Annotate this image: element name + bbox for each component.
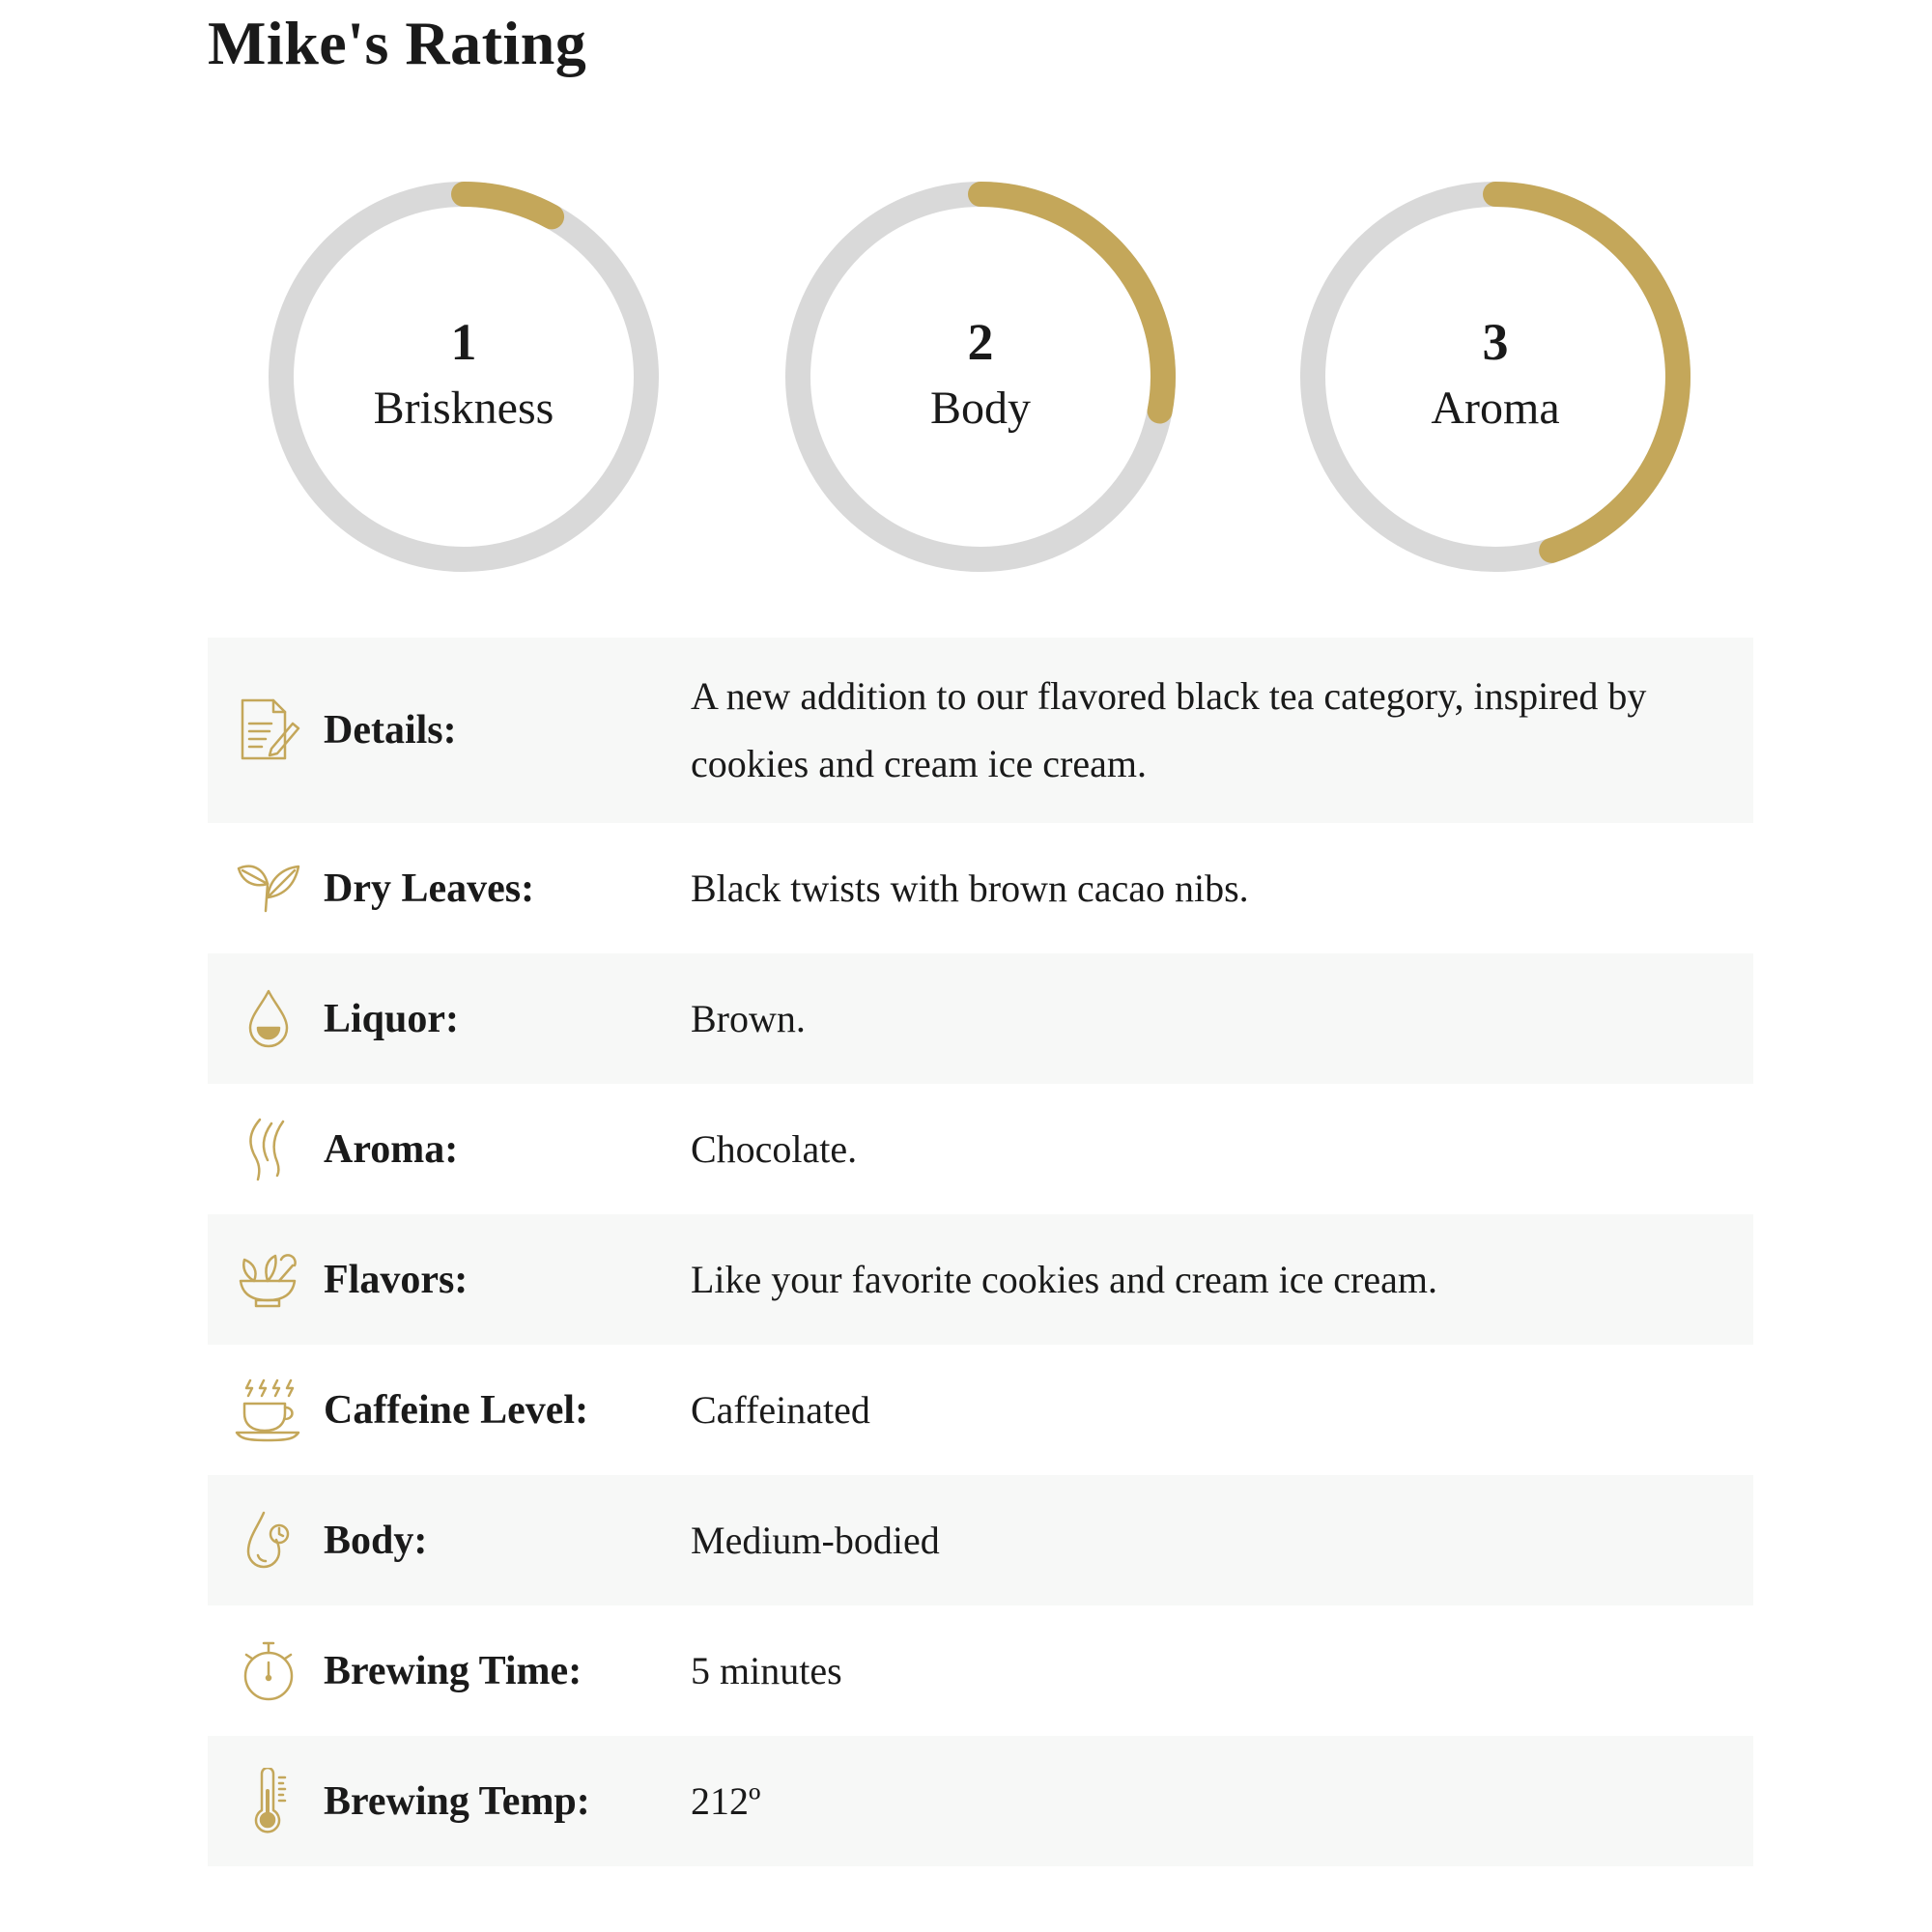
leaves-icon — [235, 855, 302, 923]
rating-ring — [266, 179, 662, 575]
details-row — [208, 823, 1753, 953]
detail-value: 5 minutes — [691, 1648, 842, 1692]
detail-label: Caffeine Level: — [324, 1387, 589, 1433]
detail-label: Liquor: — [324, 996, 460, 1041]
detail-value: Medium-bodied — [691, 1518, 940, 1562]
detail-label: Aroma: — [324, 1126, 459, 1172]
page-title: Mike's Rating — [208, 9, 587, 77]
rating-value: 3 — [1482, 313, 1509, 371]
detail-value: 212º — [691, 1778, 761, 1823]
rating-value: 1 — [450, 313, 477, 371]
herb-bowl-icon — [235, 1246, 302, 1314]
detail-value: Caffeinated — [691, 1387, 870, 1432]
body-drop-icon — [235, 1507, 302, 1575]
rating-gauge-body — [782, 179, 1179, 575]
document-pencil-icon — [235, 696, 302, 764]
details-row — [208, 1475, 1753, 1605]
rating-gauge-aroma — [1297, 179, 1693, 575]
droplet-icon — [235, 985, 302, 1053]
rating-value: 2 — [967, 313, 994, 371]
rating-label: Aroma — [1431, 383, 1560, 434]
details-row — [208, 1345, 1753, 1475]
detail-value: Black twists with brown cacao nibs. — [691, 866, 1249, 910]
aroma-waves-icon — [235, 1116, 302, 1183]
detail-value: Brown. — [691, 996, 806, 1040]
detail-label: Brewing Time: — [324, 1648, 582, 1693]
stopwatch-icon — [235, 1637, 302, 1705]
rating-ring — [1297, 179, 1693, 575]
rating-ring — [782, 179, 1179, 575]
details-row — [208, 638, 1753, 823]
detail-value: Like your favorite cookies and cream ice cream. — [691, 1257, 1437, 1301]
teacup-caffeine-icon — [235, 1377, 302, 1444]
thermometer-icon — [235, 1768, 302, 1835]
detail-label: Flavors: — [324, 1257, 469, 1302]
rating-label: Briskness — [373, 383, 554, 434]
details-row — [208, 953, 1753, 1084]
details-row — [208, 1214, 1753, 1345]
detail-label: Dry Leaves: — [324, 866, 535, 911]
detail-label: Details: — [324, 708, 457, 753]
rating-gauge-briskness — [266, 179, 662, 575]
tea-details-table — [208, 638, 1753, 1866]
detail-label: Brewing Temp: — [324, 1778, 590, 1824]
details-row — [208, 1736, 1753, 1866]
details-row — [208, 1084, 1753, 1214]
detail-value: A new addition to our flavored black tea category, inspired by cookies and cream ice cream. — [691, 674, 1647, 785]
detail-value: Chocolate. — [691, 1126, 858, 1171]
detail-label: Body: — [324, 1518, 428, 1563]
rating-label: Body — [929, 383, 1031, 434]
details-row — [208, 1605, 1753, 1736]
